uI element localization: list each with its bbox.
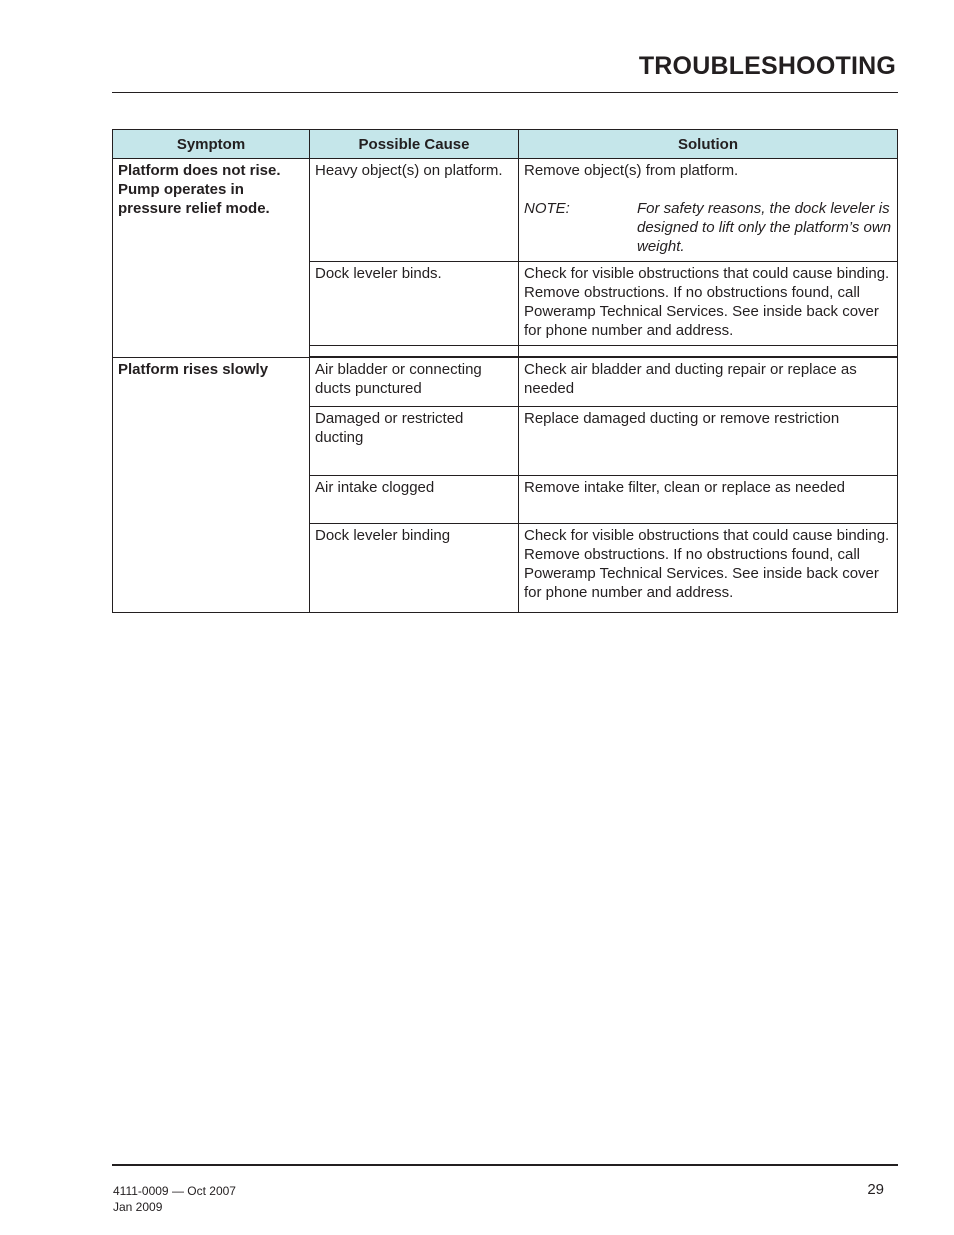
column-header-solution: Solution [519,130,898,159]
page-title: TROUBLESHOOTING [638,52,896,80]
revision-date: Jan 2009 [113,1200,163,1214]
document-number: 4111-0009 — Oct 2007 [113,1184,236,1198]
solution-cell: Check for visible obstructions that could cause binding. Remove obstructions. If no obstructions found, call Poweramp Technical Services. See inside back cover for phone number and address. [519,262,898,346]
note-block [524,199,892,256]
cause-cell: Air bladder or connecting ducts punctured [310,357,519,407]
solution-cell: Check air bladder and ducting repair or replace as needed [519,357,898,407]
table-row [113,159,898,262]
table-header-row [113,130,898,159]
symptom-cell: Platform rises slowly [113,357,310,613]
footer-divider [112,1164,898,1166]
solution-cell: Replace damaged ducting or remove restriction [519,407,898,476]
footer-doc-info [113,1183,236,1215]
cause-cell: Air intake clogged [310,476,519,524]
cause-cell: Dock leveler binding [310,524,519,613]
note-label: NOTE: [524,200,570,217]
column-header-possible-cause: Possible Cause [310,130,519,159]
solution-text: Remove object(s) from platform. [524,162,739,179]
column-header-symptom: Symptom [113,130,310,159]
cause-cell: Dock leveler binds. [310,262,519,346]
cause-cell: Heavy object(s) on platform. [310,159,519,262]
symptom-cell: Platform does not rise. Pump operates in pressure relief mode. [113,159,310,358]
header-divider [112,92,898,93]
note-text: For safety reasons, the dock leveler is designed to lift only the platform’s own weight. [637,200,892,255]
troubleshooting-table [112,129,898,613]
solution-cell [519,159,898,262]
page-number: 29 [867,1181,884,1198]
table-row [113,357,898,407]
cause-cell: Damaged or restricted ducting [310,407,519,476]
solution-cell: Remove intake filter, clean or replace as needed [519,476,898,524]
solution-cell: Check for visible obstructions that could cause binding. Remove obstructions. If no obstructions found, call Poweramp Technical Services. See inside back cover for phone number and address. [519,524,898,613]
